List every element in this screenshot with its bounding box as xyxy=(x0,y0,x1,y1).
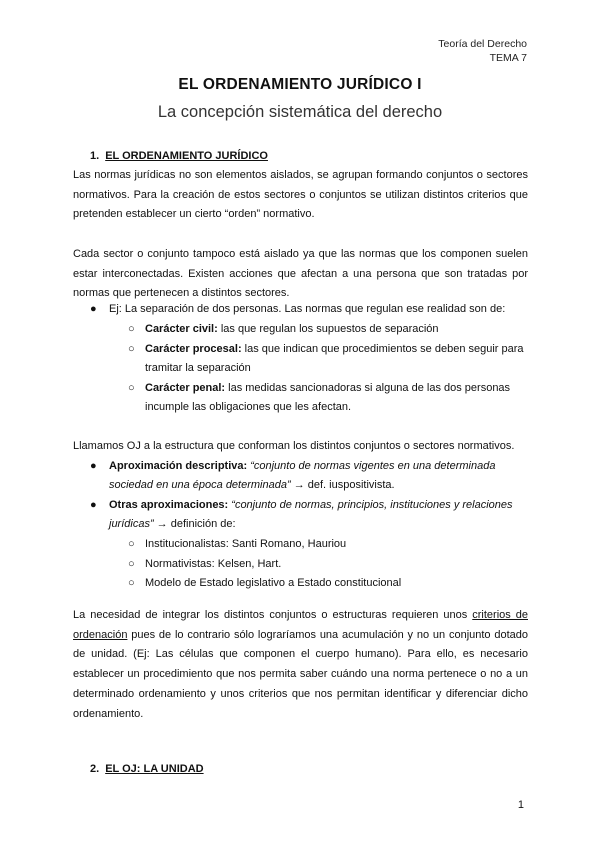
bullet-dot: ● xyxy=(90,499,97,511)
desc-label: Aproximación descriptiva: xyxy=(109,460,248,472)
document-subtitle: La concepción sistemática del derecho xyxy=(157,103,443,121)
bullet-example: Ej: La separación de dos personas. Las normas que regulan ese realidad son de: xyxy=(109,303,506,315)
penal-text-1: las medidas sancionadoras si alguna de las dos personas xyxy=(228,382,511,394)
procesal-label: Carácter procesal: xyxy=(145,343,242,355)
sub-bullet-circle: ○ xyxy=(128,343,135,355)
approx-descriptiva xyxy=(109,457,495,477)
civil-label: Carácter civil: xyxy=(145,323,218,335)
procesal-text-2: tramitar la separación xyxy=(145,362,251,374)
procesal-text-1: las que indican que procedimientos se deben seguir para xyxy=(244,343,524,355)
approx-item-3: Modelo de Estado legislativo a Estado constitucional xyxy=(145,577,402,589)
page-number: 1 xyxy=(517,799,524,811)
p4-part-1: La necesidad de integrar los distintos conjuntos o estructuras requieren unos xyxy=(73,609,473,621)
section-1-number: 1. xyxy=(90,150,100,162)
otras-tail: → definición de: xyxy=(153,518,236,530)
p4-underlined: criterios de ordenación xyxy=(73,609,528,641)
desc-tail: → def. iuspositivista. xyxy=(290,479,395,491)
civil-text: las que regulan los supuestos de separación xyxy=(220,323,439,335)
paragraph-1: Las normas jurídicas no son elementos aislados, se agrupan formando conjuntos o sectores normativos. Para la creación de estos sectores o conjuntos se utilizan distintos criterios que pretenden establecer un cierto “orden” normativo. xyxy=(73,169,528,221)
document-title: EL ORDENAMIENTO JURÍDICO I xyxy=(178,76,422,93)
approx-otras xyxy=(109,496,513,516)
sub-item-civil xyxy=(145,320,439,340)
desc-quote-2: sociedad en una época determinada” xyxy=(109,479,291,491)
approx-descriptiva-cont xyxy=(109,476,395,496)
sub-bullet-circle: ○ xyxy=(128,538,135,550)
section-2-number: 2. xyxy=(90,763,100,775)
paragraph-3: Llamamos OJ a la estructura que conforman los distintos conjuntos o sectores normativos. xyxy=(73,440,515,452)
p4-part-2: pues de lo contrario sólo lograríamos una acumulación y no un conjunto dotado de unidad. (Ej: Las células que componen el cuerpo humano). Para ello, es necesario establecer un procedimiento que nos permita saber cuándo una norma pertenece o no a un determinado ordenamiento y unos criterios que nos permitan identificar y diferenciar dicho ordenamiento. xyxy=(73,628,528,720)
section-1-title: EL ORDENAMIENTO JURÍDICO xyxy=(105,150,268,162)
penal-text-2: incumple las obligaciones que les afectan. xyxy=(145,401,352,413)
sub-bullet-circle: ○ xyxy=(128,577,135,589)
paragraph-4 xyxy=(73,606,528,724)
approx-item-1: Institucionalistas: Santi Romano, Hauriou xyxy=(145,538,347,550)
paragraph-2: Cada sector o conjunto tampoco está aislado ya que las normas que los componen suelen estar interconectadas. Existen acciones que afectan a una persona que son tratadas por normas que pertenecen a distintos sectores. xyxy=(73,248,528,300)
otras-label: Otras aproximaciones: xyxy=(109,499,229,511)
section-2-heading xyxy=(90,763,204,775)
sub-bullet-circle: ○ xyxy=(128,382,135,394)
bullet-dot: ● xyxy=(90,460,97,472)
otras-quote-1: “conjunto de normas, principios, instituciones y relaciones xyxy=(231,499,513,511)
header-tema: TEMA 7 xyxy=(489,52,527,64)
penal-label: Carácter penal: xyxy=(145,382,226,394)
section-2-title: EL OJ: LA UNIDAD xyxy=(105,763,204,775)
otras-quote-2: jurídicas” xyxy=(109,518,154,530)
sub-item-penal xyxy=(145,379,510,399)
section-1-heading xyxy=(90,150,268,162)
header-subject: Teoría del Derecho xyxy=(438,38,527,50)
approx-otras-cont xyxy=(109,515,236,535)
approx-item-2: Normativistas: Kelsen, Hart. xyxy=(145,558,282,570)
sub-bullet-circle: ○ xyxy=(128,558,135,570)
desc-quote-1: “conjunto de normas vigentes en una determinada xyxy=(250,460,496,472)
sub-bullet-circle: ○ xyxy=(128,323,135,335)
sub-item-procesal xyxy=(145,340,527,360)
bullet-dot: ● xyxy=(90,303,97,315)
